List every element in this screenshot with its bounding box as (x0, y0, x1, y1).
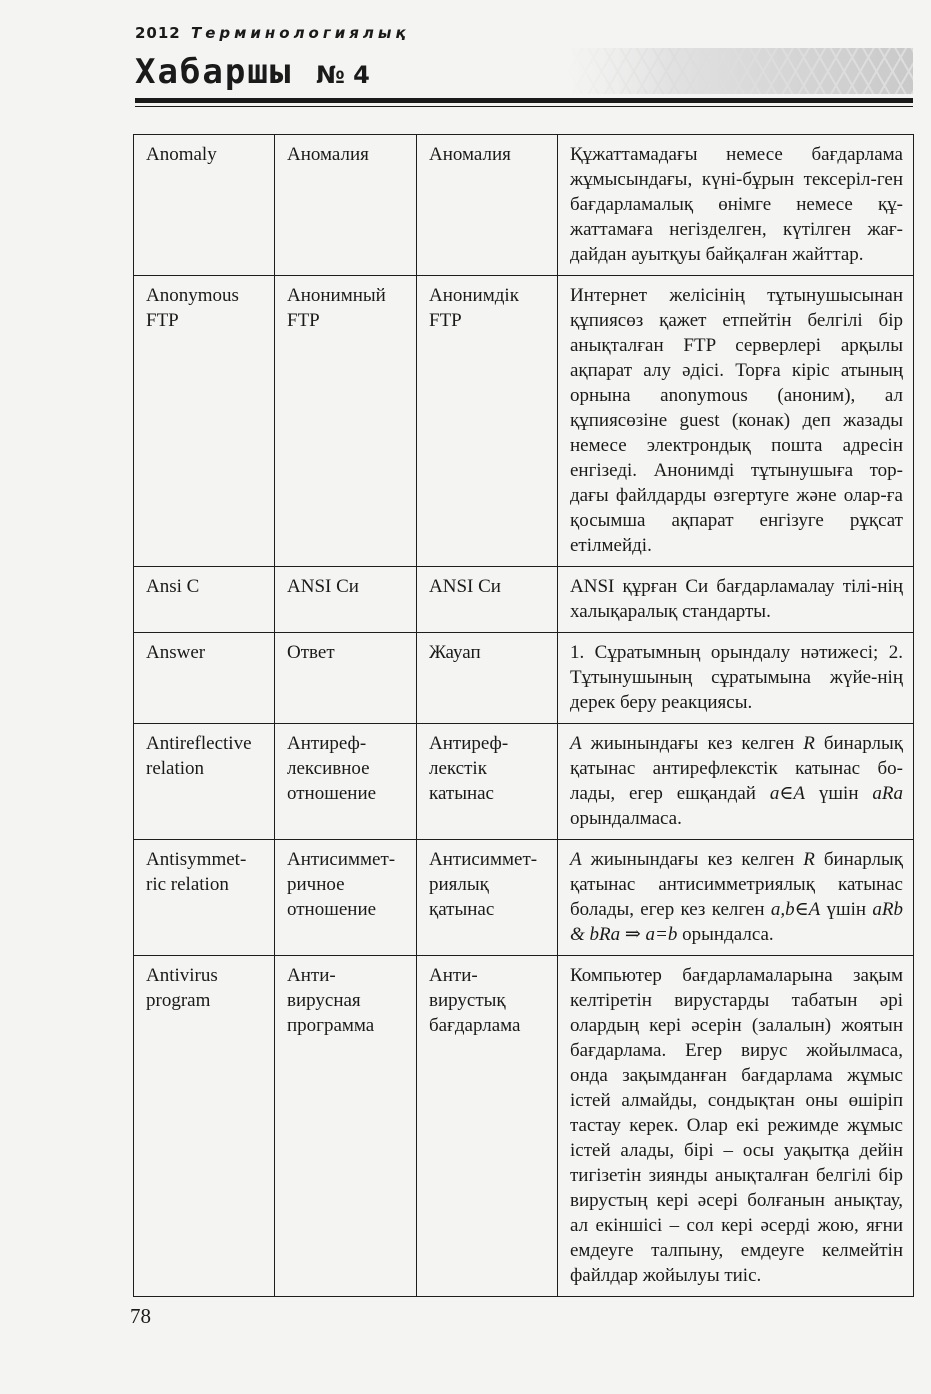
term-definition (558, 724, 914, 840)
definition-text: орындалса. (677, 924, 774, 945)
table-row (134, 276, 914, 567)
table-row (134, 633, 914, 724)
formula-text: R (803, 733, 815, 754)
term-en: Antireflective relation (134, 724, 275, 840)
table-row (134, 956, 914, 1297)
definition-text: үшін (805, 783, 873, 804)
term-kk: Аномалия (417, 135, 558, 276)
terms-table (133, 134, 914, 1297)
term-ru: Ответ (275, 633, 417, 724)
term-en: Antivirus program (134, 956, 275, 1297)
term-en: Answer (134, 633, 275, 724)
formula-text: R (803, 849, 815, 870)
term-definition: Компьютер бағдарламаларына зақым келтіретін вирустарды табатын әрі олардың кері әсерін (залалын) жоятын бағдарлама. Егер вирус жойылмаса, онда зақымданған бағдарлама жұмыс істей алмайды, сондықтан оны өшіріп тастау керек. Олар екі режимде жұмыс істей алады, бірі – осы уақытқа дейін тигізетін зиянды анықталған белгілі бір вирустың кері әсері болғанын анықтау, ал екіншісі – сол кері әсерді жою, яғни емдеуге талпыну, емдеуге келмейтін файлдар жойылуы тиіс. (558, 956, 914, 1297)
journal-title-row (135, 52, 370, 92)
formula-text: A (570, 733, 582, 754)
page-number: 78 (130, 1304, 151, 1328)
formula-text: aRb & bRa ⇒ a=b (570, 899, 903, 945)
definition-text: орындалмаса. (570, 808, 682, 829)
definition-text: жиынындағы кез келген (581, 733, 804, 754)
journal-issue: № 4 (315, 61, 370, 89)
terms-table-body (134, 135, 914, 1297)
term-ru: Анти-вирусная программа (275, 956, 417, 1297)
header-rule-thick (135, 98, 913, 103)
header-rule-thin (135, 106, 913, 107)
table-row (134, 135, 914, 276)
definition-text: бинарлық қатынас антисимметриялық катынас болады, егер кез келген (570, 849, 903, 920)
definition-text: жиынындағы кез келген (581, 849, 804, 870)
table-row (134, 724, 914, 840)
term-ru: Анонимный FTP (275, 276, 417, 567)
table-row (134, 567, 914, 633)
formula-text: a,b∈A (770, 899, 821, 920)
term-en: Antisymmet-ric relation (134, 840, 275, 956)
term-definition: 1. Сұратымның орындалу нәтижесі; 2. Тұтынушының сұратымына жүйе-нің дерек беру реакциясы. (558, 633, 914, 724)
definition-text: үшін (820, 899, 873, 920)
term-kk: ANSI Си (417, 567, 558, 633)
term-ru: Антиреф-лексивное отношение (275, 724, 417, 840)
journal-year: 2012 (135, 24, 181, 42)
table-row (134, 840, 914, 956)
formula-text: aRa (872, 783, 904, 804)
term-kk: Анти-вирустық бағдарлама (417, 956, 558, 1297)
term-definition (558, 840, 914, 956)
term-ru: ANSI Си (275, 567, 417, 633)
definition-text: бинарлық қатынас антирефлекстік катынас бо-лады, егер ешқандай (570, 733, 903, 804)
term-kk: Антиреф-лекстік катынас (417, 724, 558, 840)
header-ornament (565, 48, 913, 94)
term-definition: ANSI құрған Си бағдарламалау тілі-нің халықаралық стандарты. (558, 567, 914, 633)
term-en: Anonymous FTP (134, 276, 275, 567)
term-kk: Жауап (417, 633, 558, 724)
term-definition: Интернет желісінің тұтынушысынан құпиясөз қажет етпейтін белгілі бір анықталған FTP серверлері арқылы ақпарат алу әдісі. Торға кіріс атының орнына anonymous (аноним), ал құпиясөзіне guest (конак) деп жазады немесе электрондық пошта адресін енгізеді. Анонимді тұтынушыға тор-дағы файлдарды өзгертуге және олар-ға қосымша ақпарат енгізуге рұқсат етілмейді. (558, 276, 914, 567)
term-ru: Аномалия (275, 135, 417, 276)
term-ru: Антисиммет-ричное отношение (275, 840, 417, 956)
formula-text: A (570, 849, 582, 870)
journal-magazine-name: Терминологиялық (190, 24, 410, 42)
term-en: Anomaly (134, 135, 275, 276)
formula-text: a∈A (769, 783, 806, 804)
term-en: Ansi C (134, 567, 275, 633)
term-kk: Антисиммет-риялық қатынас (417, 840, 558, 956)
term-definition: Құжаттамадағы немесе бағдарлама жұмысындағы, күні-бұрын тексеріл-ген бағдарламалық өнімге немесе құ-жаттамаға негізделген, күтілген жағ-дайдан ауытқуы байқалған жайттар. (558, 135, 914, 276)
journal-header (135, 24, 913, 108)
journal-subtitle (135, 24, 410, 46)
journal-title: Хабаршы (135, 52, 293, 92)
term-kk: Анонимдік FTP (417, 276, 558, 567)
